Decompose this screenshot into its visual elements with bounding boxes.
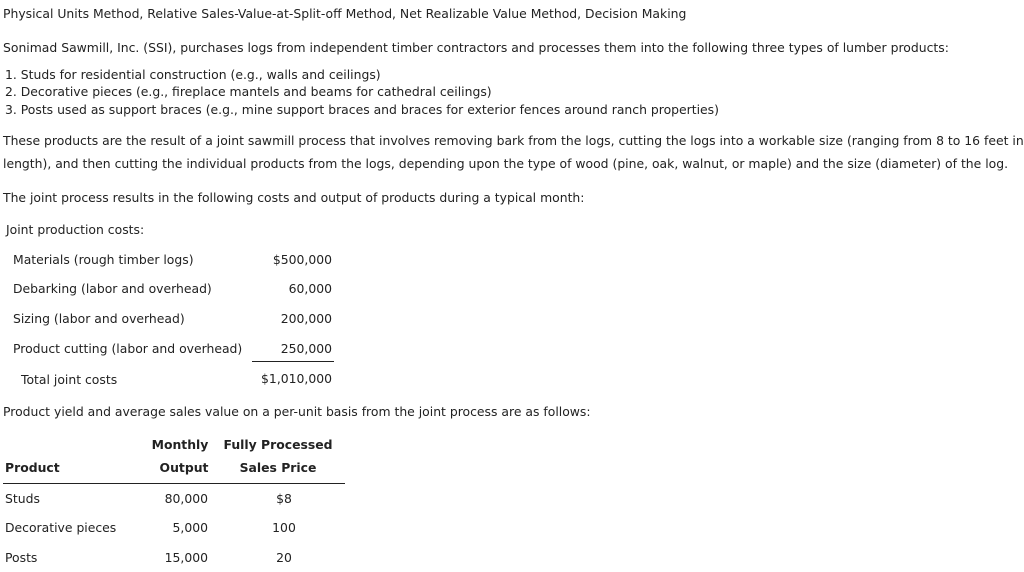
product-list-item-2: 2. Decorative pieces (e.g., fireplace mantels and beams for cathedral ceilings) (5, 84, 492, 99)
cost-item-label: Materials (rough timber logs) (13, 252, 194, 267)
cost-item-amount: 250,000 (280, 341, 332, 356)
table-row-price: 20 (276, 550, 292, 565)
cost-item-amount: 60,000 (288, 281, 332, 296)
process-paragraph-line-2: length), and then cutting the individual products from the logs, depending upon the type of wood (pine, oak, walnut, or maple) and the size (diameter) of the log. (3, 156, 1009, 171)
table-row-price: $8 (276, 491, 292, 506)
product-header: Product (5, 460, 60, 475)
cost-item-label: Debarking (labor and overhead) (13, 281, 212, 296)
cost-item-amount: 200,000 (280, 311, 332, 326)
cost-item-label: Product cutting (labor and overhead) (13, 341, 243, 356)
header-rule (3, 483, 345, 484)
table-row-product: Decorative pieces (5, 520, 117, 535)
table-row-output: 80,000 (164, 491, 208, 506)
product-list-item-3: 3. Posts used as support braces (e.g., mine support braces and braces for exterior fences around ranch properties) (5, 102, 719, 117)
table-row-output: 5,000 (172, 520, 208, 535)
yield-intro: Product yield and average sales value on a per-unit basis from the joint process are as follows: (3, 404, 591, 419)
total-joint-costs-amount: $1,010,000 (261, 371, 332, 386)
price-header-line-2: Sales Price (239, 460, 317, 475)
subtotal-rule (252, 361, 334, 362)
product-list-item-1: 1. Studs for residential construction (e.g., walls and ceilings) (5, 67, 381, 82)
cost-item-amount: $500,000 (272, 252, 332, 267)
price-header-line-1: Fully Processed (223, 437, 333, 452)
output-header-line-1: Monthly (151, 437, 209, 452)
intro-paragraph: Sonimad Sawmill, Inc. (SSI), purchases logs from independent timber contractors and processes them into the following three types of lumber products: (3, 40, 949, 55)
table-row-product: Posts (5, 550, 38, 565)
process-paragraph-line-1: These products are the result of a joint sawmill process that involves removing bark from the logs, cutting the logs into a workable size (ranging from 8 to 16 feet in (3, 133, 1024, 148)
table-row-output: 15,000 (164, 550, 208, 565)
cost-item-label: Sizing (labor and overhead) (13, 311, 185, 326)
joint-costs-heading: Joint production costs: (6, 222, 145, 237)
table-row-product: Studs (5, 491, 40, 506)
costs-intro: The joint process results in the following costs and output of products during a typical month: (3, 190, 585, 205)
table-row-price: 100 (272, 520, 296, 535)
total-joint-costs-label: Total joint costs (21, 372, 118, 387)
output-header-line-2: Output (159, 460, 209, 475)
page-title: Physical Units Method, Relative Sales-Value-at-Split-off Method, Net Realizable Value Method, Decision Making (3, 6, 687, 21)
